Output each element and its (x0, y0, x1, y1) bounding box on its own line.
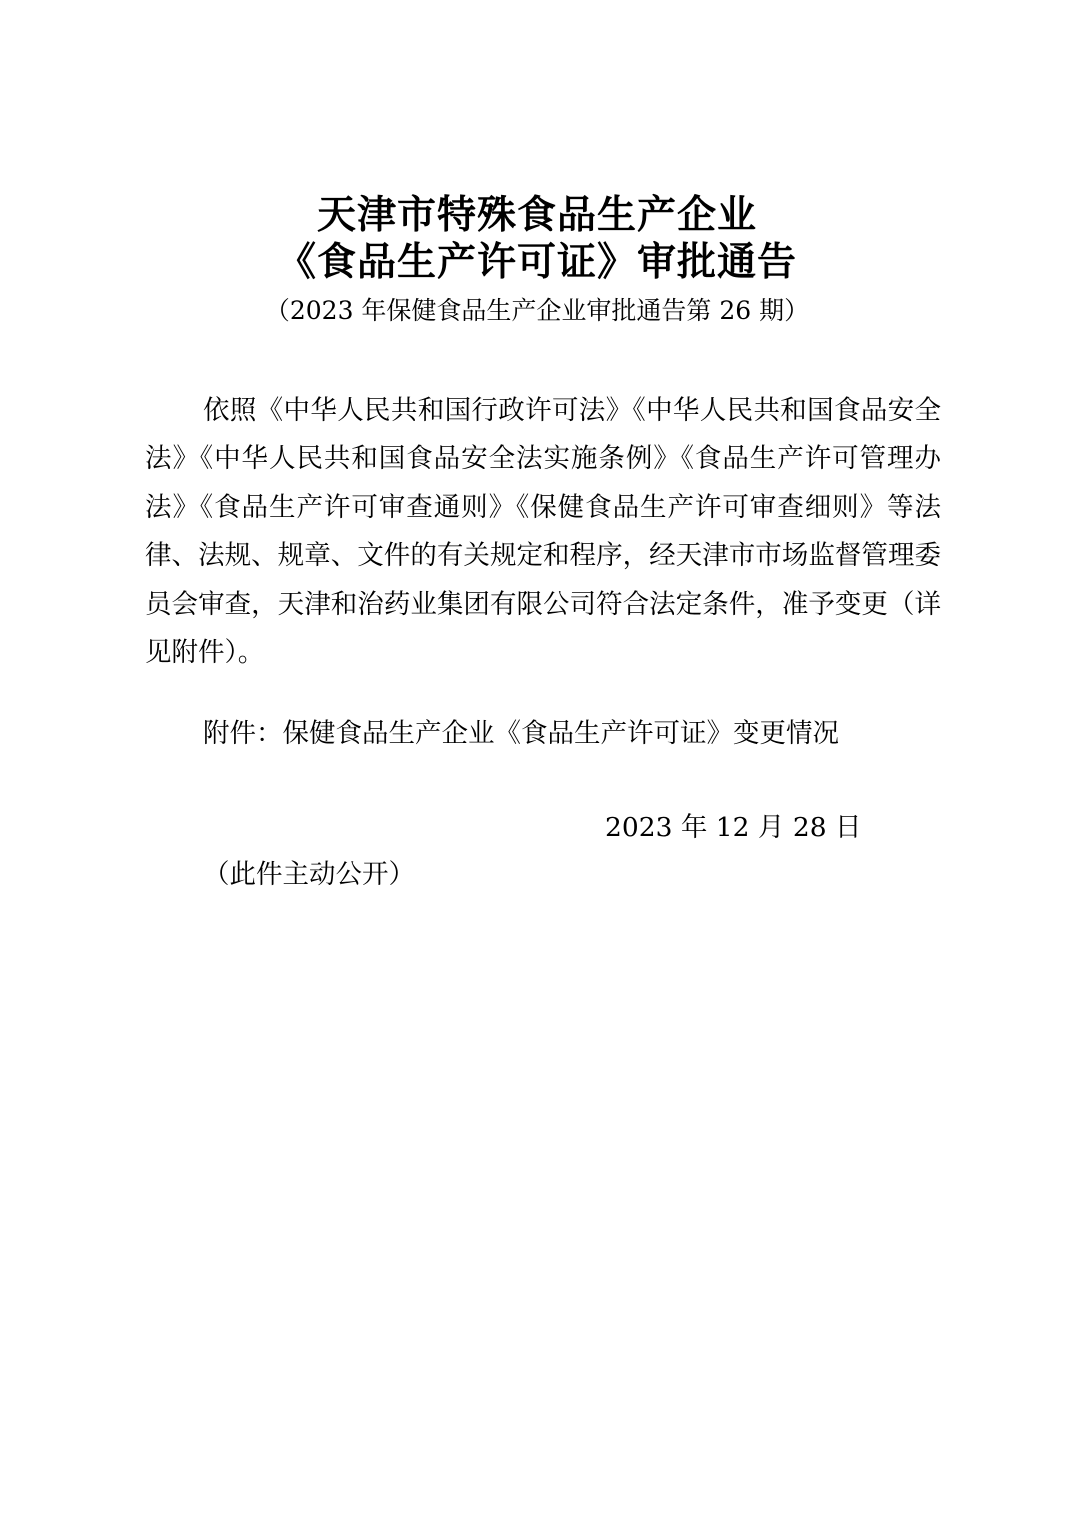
issue-date: 2023 年 12 月 28 日 (605, 812, 862, 843)
document-subtitle: （2023 年保健食品生产企业审批通告第 26 期） (264, 296, 810, 325)
body-paragraph: 依照《中华人民共和国行政许可法》《中华人民共和国食品安全法》《中华人民共和国食品安全法实施条例》《食品生产许可管理办法》《食品生产许可审查通则》《保健食品生产许可审查细则》等法律、法规、规章、文件的有关规定和程序，经天津市市场监督管理委员会审查，天津和治药业集团有限公司符合法定条件，准予变更（详见附件）。 (145, 395, 941, 669)
disclosure-note: （此件主动公开） (203, 859, 415, 890)
document-title-line-2: 《食品生产许可证》审批通告 (276, 239, 797, 285)
document-title-line-1: 天津市特殊食品生产企业 (316, 192, 757, 238)
attachment-note: 附件：保健食品生产企业《食品生产许可证》变更情况 (203, 718, 839, 749)
